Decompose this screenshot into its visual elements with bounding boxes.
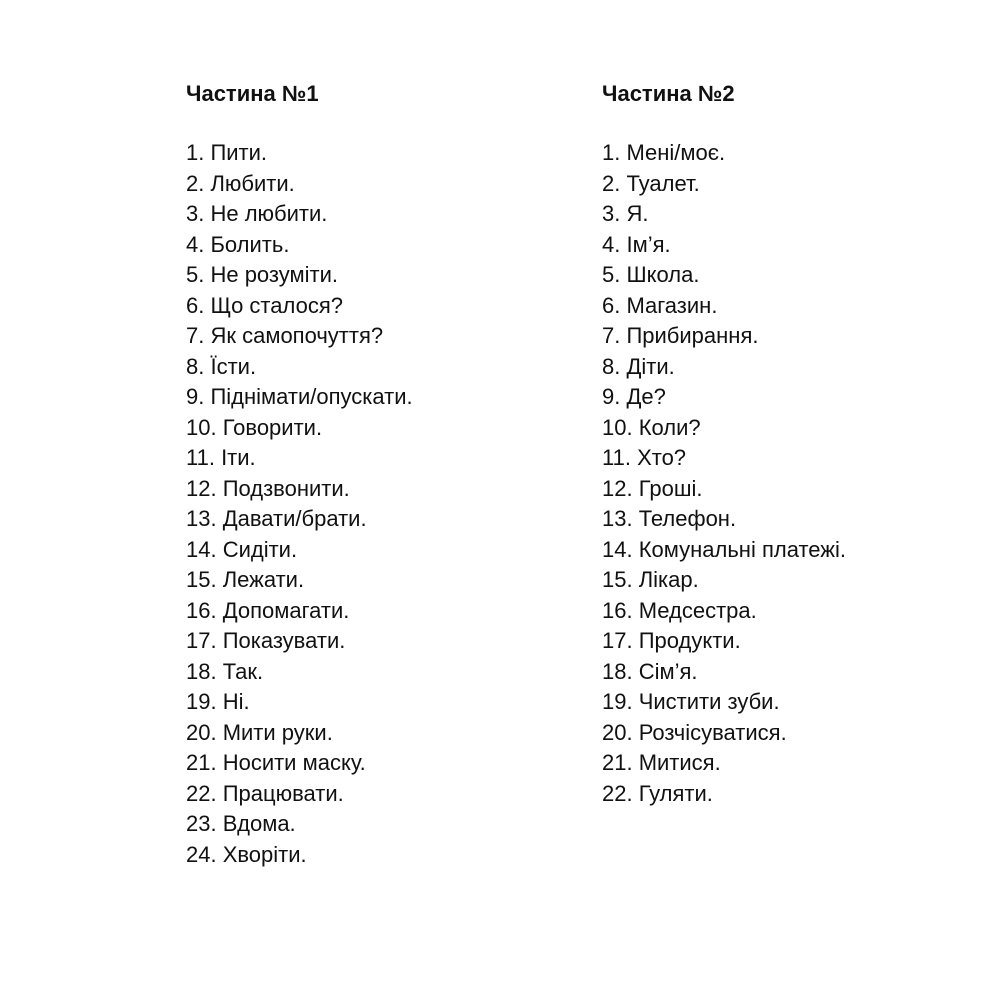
part-2-list	[602, 138, 846, 809]
list-item: 1. Мені/моє.	[602, 140, 726, 165]
list-item: 6. Магазин.	[602, 292, 718, 318]
list-item: 4. Болить.	[186, 231, 290, 257]
list-item: 11. Іти.	[186, 445, 256, 470]
list-item: 19. Чистити зуби.	[602, 689, 780, 714]
list-item: 2. Любити.	[186, 170, 295, 196]
list-item: 1. Пити.	[186, 140, 268, 165]
list-item: 9. Де?	[602, 384, 666, 409]
list-item: 13. Давати/брати.	[186, 506, 367, 531]
part-1-list	[186, 138, 413, 870]
list-item: 20. Мити руки.	[186, 719, 333, 745]
part-1-column	[186, 78, 413, 870]
list-item: 16. Медсестра.	[602, 597, 757, 623]
list-item: 12. Гроші.	[602, 475, 703, 501]
list-item: 5. Школа.	[602, 262, 700, 287]
list-item: 8. Діти.	[602, 353, 675, 379]
list-item: 21. Митися.	[602, 750, 721, 775]
list-item: 12. Подзвонити.	[186, 475, 350, 501]
list-item: 10. Говорити.	[186, 414, 323, 440]
list-item: 17. Показувати.	[186, 628, 346, 653]
list-item: 24. Хворіти.	[186, 841, 307, 867]
list-item: 20. Розчісуватися.	[602, 719, 787, 745]
part-2-title: Частина №2	[602, 81, 735, 106]
list-item: 14. Сидіти.	[186, 536, 298, 562]
list-item: 7. Прибирання.	[602, 323, 759, 348]
list-item: 4. Ім’я.	[602, 231, 671, 257]
list-item: 13. Телефон.	[602, 506, 737, 531]
list-item: 5. Не розуміти.	[186, 262, 339, 287]
list-item: 18. Сім’я.	[602, 658, 698, 684]
list-item: 14. Комунальні платежі.	[602, 536, 846, 562]
list-item: 8. Їсти.	[186, 353, 257, 379]
part-2-column	[602, 78, 846, 809]
list-item: 23. Вдома.	[186, 811, 296, 836]
list-item: 3. Я.	[602, 201, 649, 226]
list-item: 22. Гуляти.	[602, 780, 713, 806]
list-item: 11. Хто?	[602, 445, 687, 470]
list-item: 22. Працювати.	[186, 780, 344, 806]
list-item: 19. Ні.	[186, 689, 250, 714]
list-item: 15. Лікар.	[602, 567, 699, 592]
list-item: 9. Піднімати/опускати.	[186, 384, 413, 409]
part-1-title: Частина №1	[186, 81, 319, 106]
list-item: 21. Носити маску.	[186, 750, 366, 775]
list-item: 6. Що сталося?	[186, 292, 343, 318]
list-item: 10. Коли?	[602, 414, 701, 440]
list-item: 15. Лежати.	[186, 567, 305, 592]
list-item: 3. Не любити.	[186, 201, 328, 226]
list-item: 17. Продукти.	[602, 628, 741, 653]
list-item: 2. Туалет.	[602, 170, 700, 196]
list-item: 7. Як самопочуття?	[186, 323, 384, 348]
list-item: 18. Так.	[186, 658, 264, 684]
list-item: 16. Допомагати.	[186, 597, 350, 623]
